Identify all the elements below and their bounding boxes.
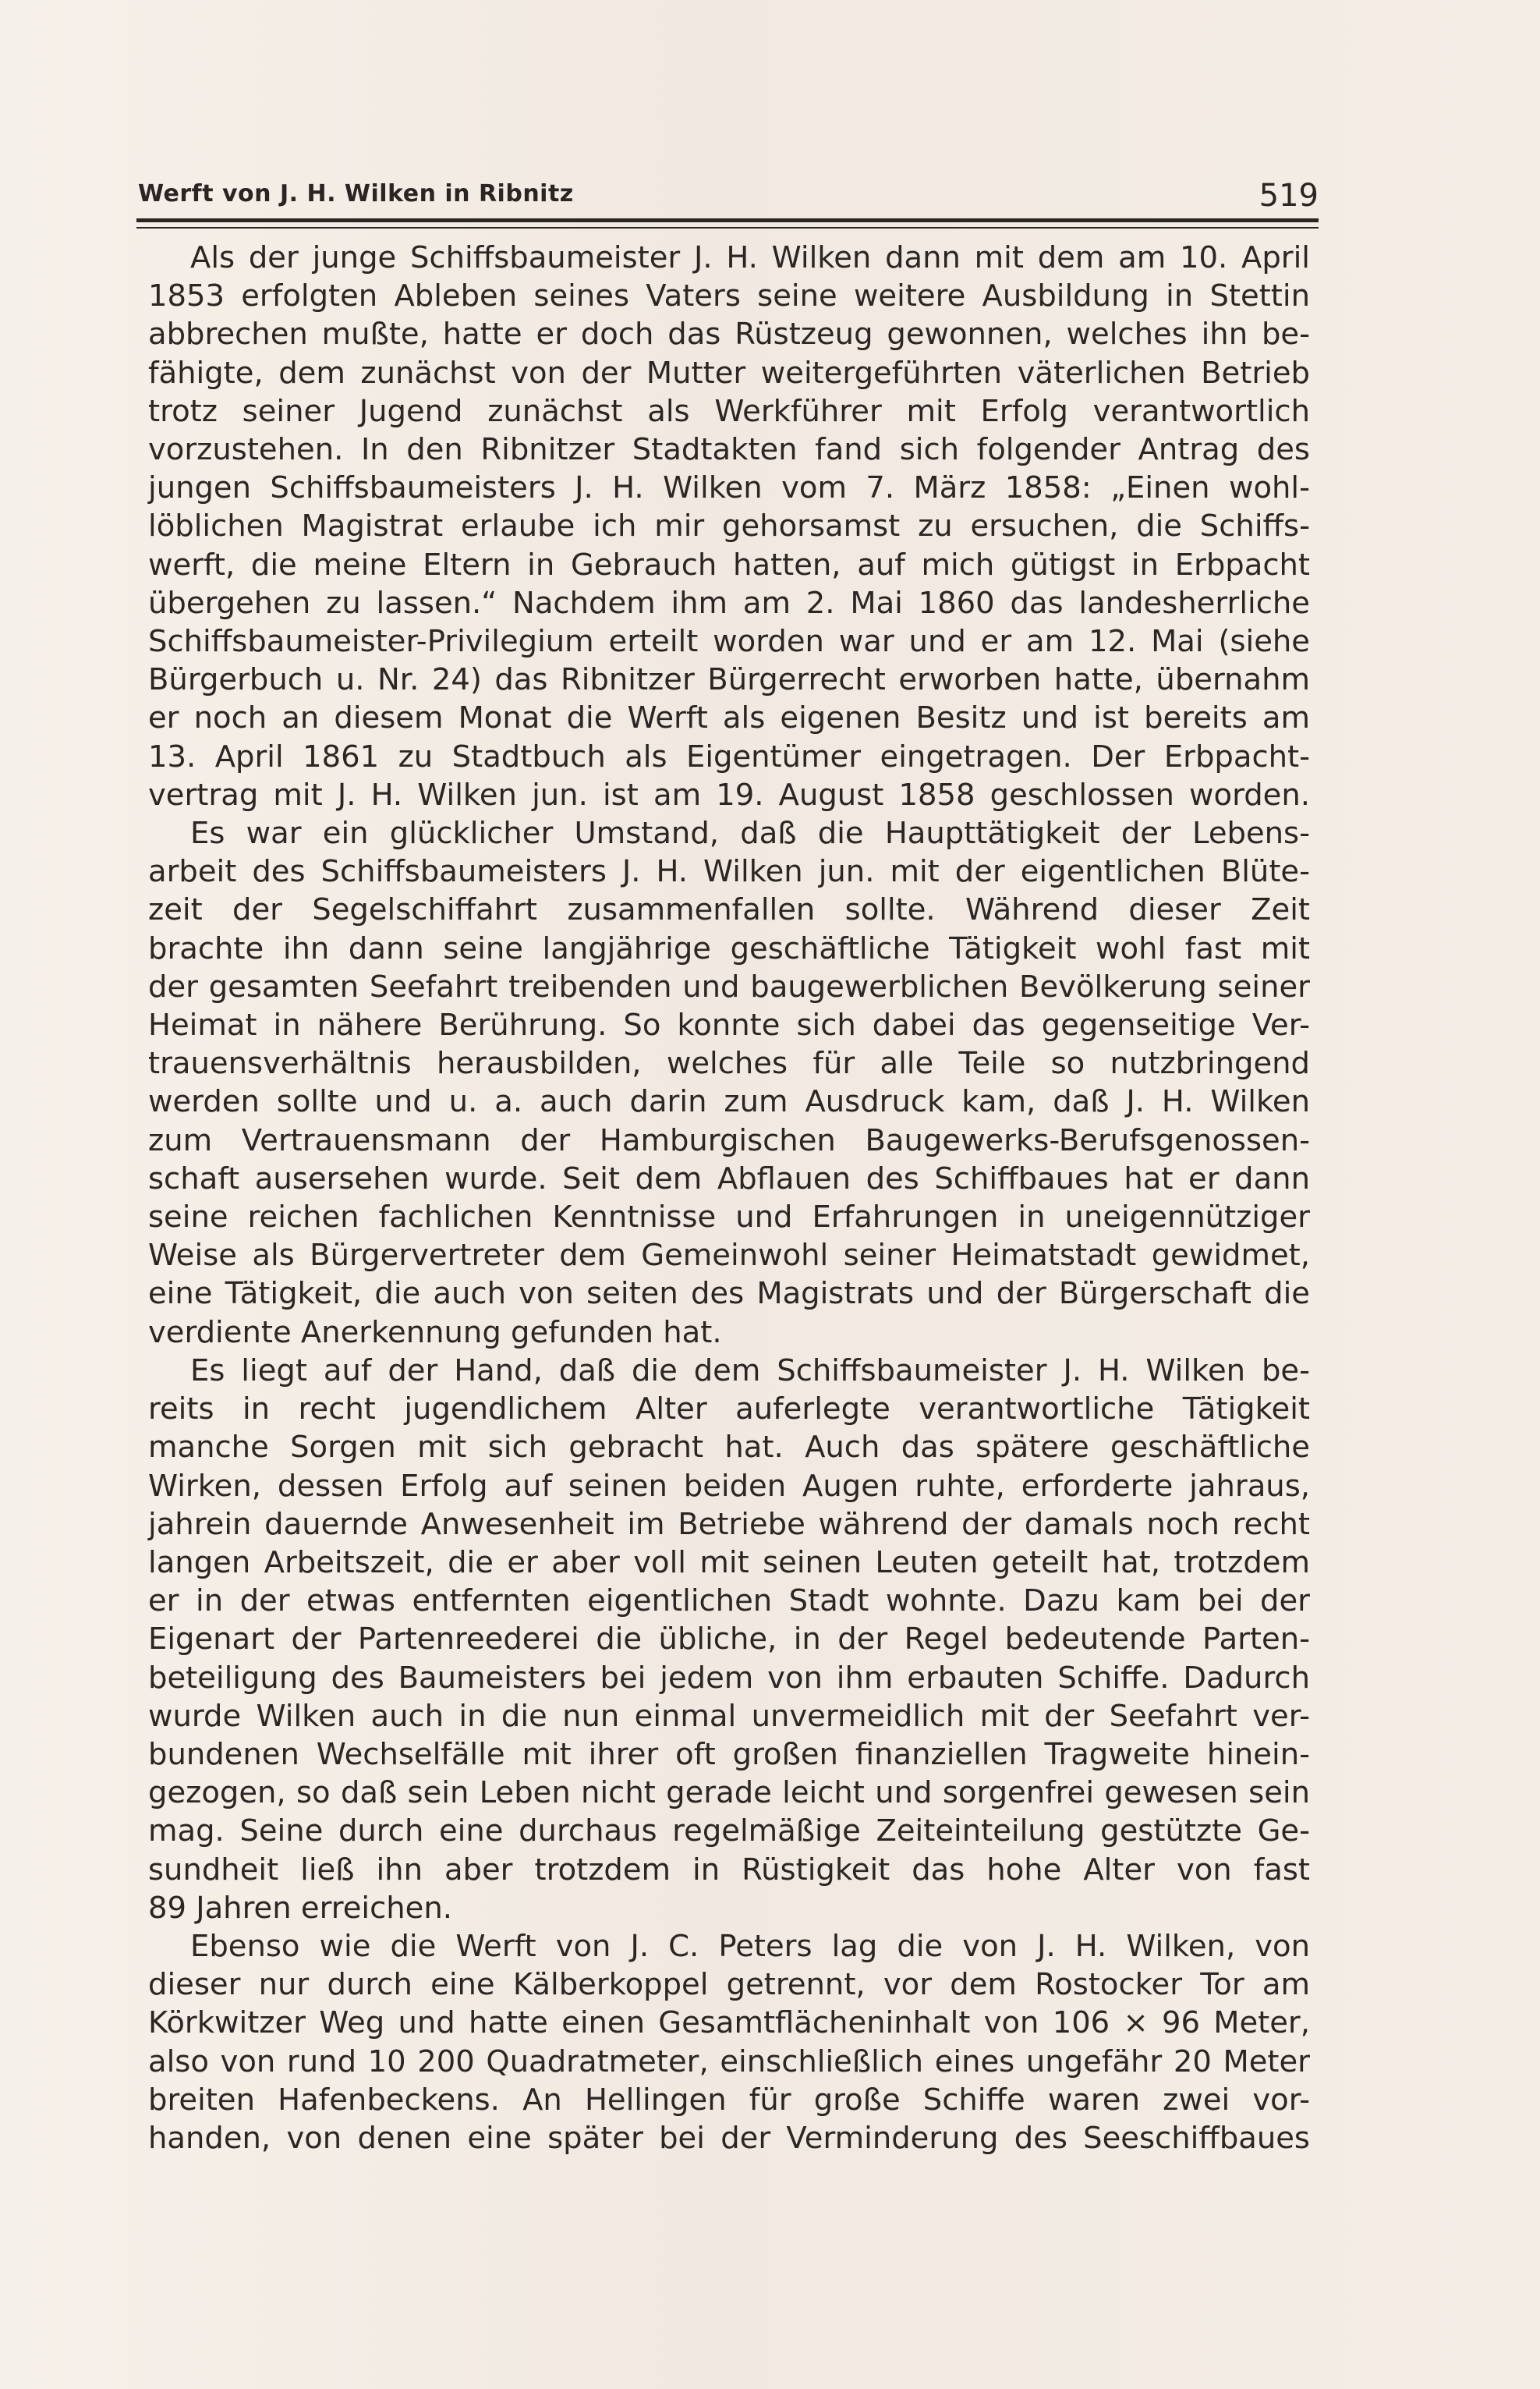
text-line: werft, die meine Eltern in Gebrauch hatten, auf mich gütigst in Erbpacht: [148, 547, 1310, 583]
running-head: [136, 156, 1319, 222]
text-line: handen, von denen eine später bei der Verminderung des Seeschiffbaues: [148, 2120, 1310, 2156]
text-line: zeit der Segelschiffahrt zusammenfallen sollte. Während dieser Zeit: [148, 892, 1310, 928]
text-line: er in der etwas entfernten eigentlichen Stadt wohnte. Dazu kam bei der: [148, 1583, 1310, 1619]
text-line: brachte ihn dann seine langjährige geschäftliche Tätigkeit wohl fast mit: [148, 930, 1310, 966]
text-line: Heimat in nähere Berührung. So konnte sich dabei das gegenseitige Ver-: [148, 1008, 1310, 1044]
text-line: er noch an diesem Monat die Werft als eigenen Besitz und ist bereits am: [148, 700, 1310, 736]
text-line: Eigenart der Partenreederei die übliche, in der Regel bedeutende Parten-: [148, 1622, 1310, 1657]
text-line: übergehen zu lassen.“ Nachdem ihm am 2. Mai 1860 das landesherrliche: [148, 585, 1310, 621]
text-line: breiten Hafenbeckens. An Hellingen für große Schiffe waren zwei vor-: [148, 2082, 1310, 2118]
text-line: sundheit ließ ihn aber trotzdem in Rüstigkeit das hohe Alter von fast: [148, 1852, 1310, 1887]
paragraph-2: [148, 814, 1310, 1352]
text-line: Wirken, dessen Erfolg auf seinen beiden Augen ruhte, erforderte jahraus,: [148, 1468, 1310, 1504]
text-line: jahrein dauernde Anwesenheit im Betriebe während der damals noch recht: [148, 1506, 1310, 1542]
text-line: manche Sorgen mit sich gebracht hat. Auch das spätere geschäftliche: [148, 1430, 1310, 1466]
text-line: 13. April 1861 zu Stadtbuch als Eigentümer eingetragen. Der Erbpacht-: [148, 739, 1310, 774]
text-line: der gesamten Seefahrt treibenden und baugewerblichen Bevölkerung seiner: [148, 969, 1310, 1005]
text-line: Weise als Bürgervertreter dem Gemeinwohl seiner Heimatstadt gewidmet,: [148, 1238, 1310, 1274]
body-text: [148, 239, 1310, 2157]
text-line: Es war ein glücklicher Umstand, daß die Haupttätigkeit der Lebens-: [190, 816, 1310, 852]
paragraph-4: [148, 1927, 1310, 2157]
text-line: abbrechen mußte, hatte er doch das Rüstzeug gewonnen, welches ihn be-: [148, 317, 1310, 353]
text-line: bundenen Wechselfälle mit ihrer oft großen finanziellen Tragweite hinein-: [148, 1736, 1310, 1772]
text-line: jungen Schiffsbaumeisters J. H. Wilken vom 7. März 1858: „Einen wohl-: [148, 470, 1310, 506]
running-head-title: Werft von J. H. Wilken in Ribnitz: [138, 180, 574, 207]
text-line: Als der junge Schiffsbaumeister J. H. Wilken dann mit dem am 10. April: [190, 240, 1310, 275]
text-line: trauensverhältnis herausbilden, welches für alle Teile so nutzbringend: [148, 1046, 1310, 1082]
page-number: 519: [1259, 178, 1319, 214]
text-line: trotz seiner Jugend zunächst als Werkführer mit Erfolg verantwortlich: [148, 393, 1310, 429]
text-line: reits in recht jugendlichem Alter auferlegte verantwortliche Tätigkeit: [148, 1391, 1310, 1427]
text-line: Schiffsbaumeister-Privilegium erteilt worden war und er am 12. Mai (siehe: [148, 624, 1310, 660]
text-line: vertrag mit J. H. Wilken jun. ist am 19. August 1858 geschlossen worden.: [148, 777, 1310, 813]
text-line: schaft ausersehen wurde. Seit dem Abflauen des Schiffbaues hat er dann: [148, 1161, 1310, 1196]
text-line: Körkwitzer Weg und hatte einen Gesamtflächeninhalt von 106 × 96 Meter,: [148, 2005, 1310, 2041]
text-line: Es liegt auf der Hand, daß die dem Schiffsbaumeister J. H. Wilken be-: [190, 1352, 1310, 1388]
text-line: also von rund 10 200 Quadratmeter, einschließlich eines ungefähr 20 Meter: [148, 2043, 1310, 2079]
text-line: eine Tätigkeit, die auch von seiten des Magistrats und der Bürgerschaft die: [148, 1276, 1310, 1312]
text-line: langen Arbeitszeit, die er aber voll mit seinen Leuten geteilt hat, trotzdem: [148, 1544, 1310, 1580]
text-line: wurde Wilken auch in die nun einmal unvermeidlich mit der Seefahrt ver-: [148, 1698, 1310, 1734]
text-line: vorzustehen. In den Ribnitzer Stadtakten fand sich folgender Antrag des: [148, 432, 1310, 468]
paragraph-3: [148, 1352, 1310, 1927]
text-line: löblichen Magistrat erlaube ich mir gehorsamst zu ersuchen, die Schiffs-: [148, 509, 1310, 544]
text-line: zum Vertrauensmann der Hamburgischen Baugewerks-Berufsgenossen-: [148, 1122, 1310, 1158]
text-line: 1853 erfolgten Ableben seines Vaters seine weitere Ausbildung in Stettin: [148, 278, 1310, 314]
text-line: verdiente Anerkennung gefunden hat.: [148, 1314, 722, 1350]
text-line: gezogen, so daß sein Leben nicht gerade leicht und sorgenfrei gewesen sein: [148, 1775, 1310, 1811]
text-line: fähigte, dem zunächst von der Mutter weitergeführten väterlichen Betrieb: [148, 355, 1310, 391]
paragraph-1: [148, 239, 1310, 814]
text-line: seine reichen fachlichen Kenntnisse und Erfahrungen in uneigennütziger: [148, 1200, 1310, 1235]
text-line: dieser nur durch eine Kälberkoppel getrennt, vor dem Rostocker Tor am: [148, 1967, 1310, 2003]
text-line: Bürgerbuch u. Nr. 24) das Ribnitzer Bürgerrecht erworben hatte, übernahm: [148, 662, 1310, 698]
text-line: arbeit des Schiffsbaumeisters J. H. Wilken jun. mit der eigentlichen Blüte-: [148, 854, 1310, 890]
text-line: mag. Seine durch eine durchaus regelmäßige Zeiteinteilung gestützte Ge-: [148, 1813, 1310, 1849]
text-line: 89 Jahren erreichen.: [148, 1890, 452, 1926]
text-line: beteiligung des Baumeisters bei jedem von ihm erbauten Schiffe. Dadurch: [148, 1660, 1310, 1696]
text-line: werden sollte und u. a. auch darin zum Ausdruck kam, daß J. H. Wilken: [148, 1084, 1310, 1120]
text-line: Ebenso wie die Werft von J. C. Peters lag die von J. H. Wilken, von: [190, 1928, 1310, 1964]
